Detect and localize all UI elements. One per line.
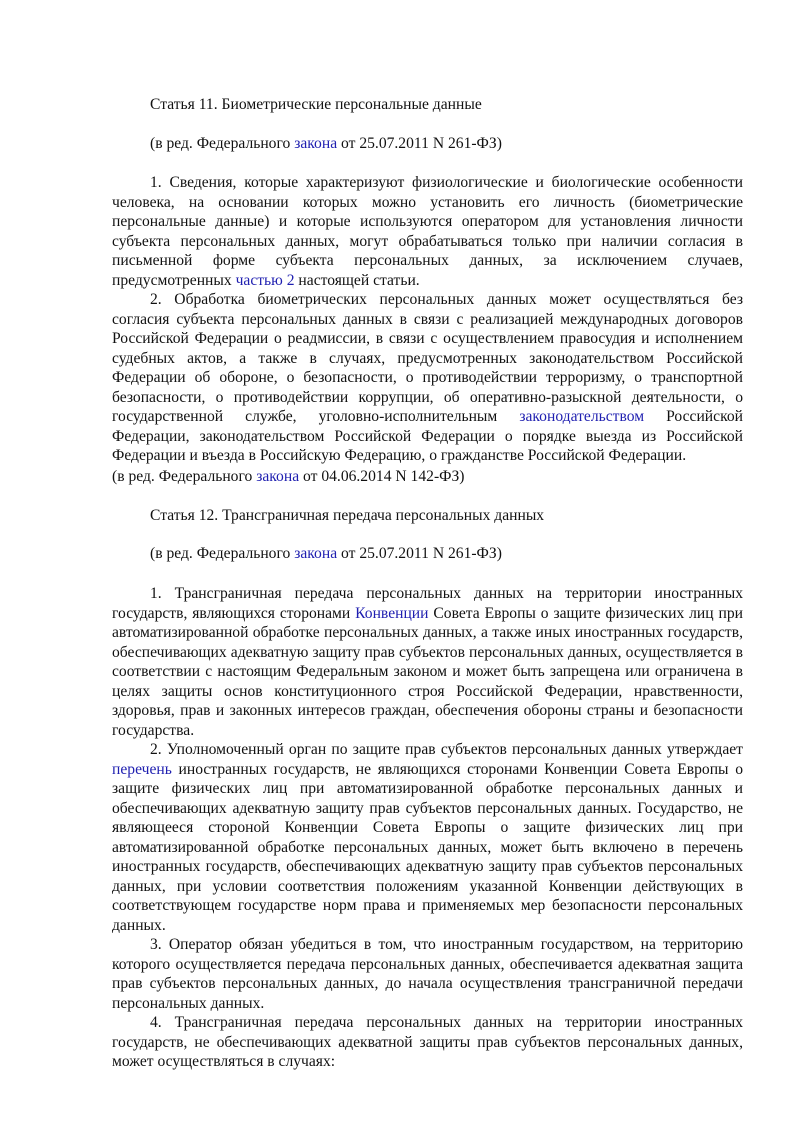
article-12-paragraph-4: 4. Трансграничная передача персональных данных на территории иностранных государств, не обеспечивающих адекватной защиты прав субъектов персональных данных, может осуществляться в случаях:	[112, 1014, 743, 1070]
amendment-text: от 25.07.2011 N 261-ФЗ)	[337, 135, 502, 152]
amendment-text: от 25.07.2011 N 261-ФЗ)	[337, 545, 502, 562]
convention-link[interactable]: Конвенции	[355, 604, 429, 622]
law-link[interactable]: закона	[256, 468, 300, 485]
article-12-body	[112, 584, 743, 1072]
paragraph-text: 1. Трансграничная передача персональных данных на территории иностранных государств, являющихся сторонами	[112, 585, 743, 622]
article-11-amendment-note	[150, 134, 502, 154]
paragraph-text: 2. Уполномоченный орган по защите прав субъектов персональных данных утверждает	[150, 741, 743, 758]
article-12-paragraph-1	[112, 584, 743, 740]
article-11-amendment-note-2	[112, 467, 464, 487]
article-12-amendment-note	[150, 544, 502, 564]
paragraph-text: Российской Федерации, законодательством Российской Федерации о порядке выезда из Российской Федерации и въезда в Российскую Федерацию, о гражданстве Российской Федерации.	[112, 408, 743, 464]
article-11-paragraph-1	[112, 173, 743, 290]
law-link[interactable]: закона	[294, 545, 338, 562]
article-12-paragraph-2	[112, 740, 743, 935]
amendment-text: от 04.06.2014 N 142-ФЗ)	[299, 468, 465, 485]
amendment-text: (в ред. Федерального	[150, 545, 295, 562]
article-11-paragraph-2	[112, 290, 743, 466]
amendment-text: (в ред. Федерального	[150, 135, 295, 152]
article-11-body	[112, 173, 743, 466]
paragraph-text: 2. Обработка биометрических персональных данных может осуществляться без согласия субъекта персональных данных в связи с реализацией международных договоров Российской Федерации о реадмиссии, в связи с осуществлением правосудия и исполнением судебных актов, а также в случаях, предусмотренных законодательством Российской Федерации об обороне, о безопасности, о противодействии терроризму, о транспортной безопасности, о противодействии коррупции, об оперативно-разыскной деятельности, о государственной службе, уголовно-исполнительным	[112, 291, 743, 425]
article-12-paragraph-3: 3. Оператор обязан убедиться в том, что иностранным государством, на территорию которого осуществляется передача персональных данных, обеспечивается адекватная защита прав субъектов персональных данных, до начала осуществления трансграничной передачи персональных данных.	[112, 936, 743, 1012]
article-12-heading: Статья 12. Трансграничная передача персональных данных	[150, 507, 545, 524]
law-link[interactable]: закона	[294, 135, 338, 152]
legislation-link[interactable]: законодательством	[519, 408, 645, 425]
paragraph-text: иностранных государств, не являющихся сторонами Конвенции Совета Европы о защите физических лиц при автоматизированной обработке персональных данных и обеспечивающих адекватную защиту прав субъектов персональных данных. Государство, не являющееся стороной Конвенции Совета Европы о защите физических лиц при автоматизированной обработке персональных данных, может быть включено в перечень иностранных государств, обеспечивающих адекватную защиту прав субъектов персональных данных, при условии соответствия положениям указанной Конвенции действующих в соответствующем государстве норм права и применяемых мер безопасности персональных данных.	[112, 760, 743, 934]
list-link[interactable]: перечень	[112, 760, 172, 778]
amendment-text: (в ред. Федерального	[112, 468, 257, 485]
paragraph-text: настоящей статьи.	[294, 271, 420, 289]
part-2-link[interactable]: частью 2	[235, 271, 295, 289]
paragraph-text: 1. Сведения, которые характеризуют физиологические и биологические особенности человека, на основании которых можно установить его личность (биометрические персональные данные) и которые используются оператором для установления личности субъекта персональных данных, могут обрабатываться только при наличии согласия в письменной форме субъекта персональных данных, за исключением случаев, предусмотренных	[112, 174, 743, 289]
article-11-heading: Статья 11. Биометрические персональные данные	[150, 96, 482, 113]
paragraph-text: Совета Европы о защите физических лиц при автоматизированной обработке персональных данных, а также иных иностранных государств, обеспечивающих адекватную защиту прав субъектов персональных данных, осуществляется в соответствии с настоящим Федеральным законом и может быть запрещена или ограничена в целях защиты основ конституционного строя Российской Федерации, нравственности, здоровья, прав и законных интересов граждан, обеспечения обороны страны и безопасности государства.	[112, 604, 743, 739]
